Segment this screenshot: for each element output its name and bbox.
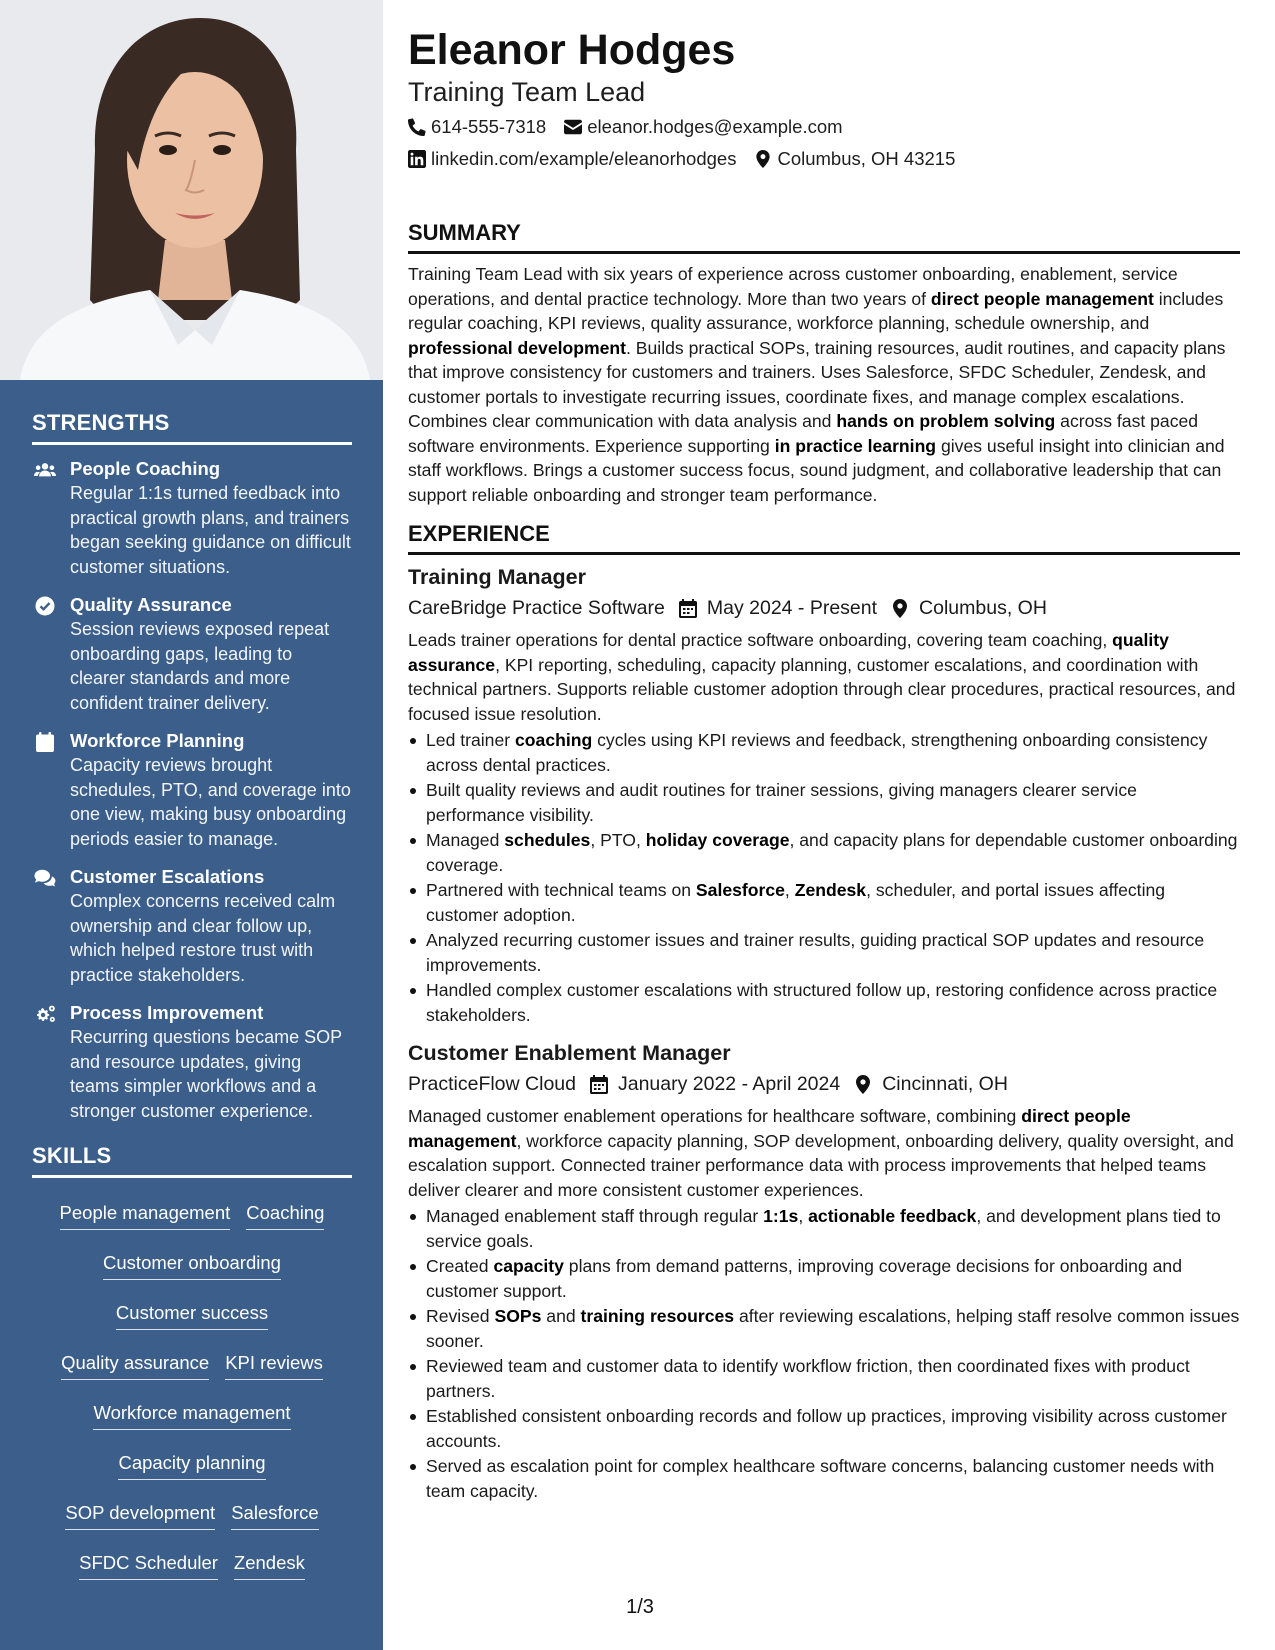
skill-list xyxy=(32,1340,352,1388)
sidebar xyxy=(0,0,383,1650)
skill-list xyxy=(32,1240,352,1288)
users-icon xyxy=(32,457,58,579)
candidate-name: Eleanor Hodges xyxy=(408,26,736,74)
skill-tag: Coaching xyxy=(246,1196,324,1230)
strength-description: Regular 1:1s turned feedback into practical growth plans, and trainers began seeking guidance on difficult customer situations. xyxy=(70,483,351,577)
skill-tag: People management xyxy=(60,1196,231,1230)
skill-tag: Quality assurance xyxy=(61,1346,209,1380)
linkedin-icon xyxy=(408,150,426,168)
linkedin-url: linkedin.com/example/eleanorhodges xyxy=(431,148,737,169)
job-role: Training Team Lead xyxy=(408,77,646,107)
job-dates: January 2022 - April 2024 xyxy=(590,1070,840,1098)
job-location: Columbus, OH xyxy=(891,594,1047,622)
skill-list xyxy=(32,1290,352,1338)
summary-text: Training Team Lead with six years of experience across customer onboarding, enablement, service operations, and dental practice technology. More than two years of direct people management includes regular coaching, KPI reviews, quality assurance, workforce planning, schedule ownership, and professional development. Builds practical SOPs, training resources, audit routines, and capacity plans that improve consistency for customers and trainers. Uses Salesforce, SFDC Scheduler, Zendesk, and customer portals to investigate recurring issues, coordinate fixes, and manage complex escalations. Combines clear communication with data analysis and hands on problem solving across fast paced software environments. Experience supporting in practice learning gives useful insight into clinician and staff workflows. Brings a customer success focus, sound judgment, and collaborative leadership that can support reliable onboarding and stronger team performance. xyxy=(408,264,1226,505)
skill-tag: Zendesk xyxy=(234,1546,305,1580)
job-summary: Leads trainer operations for dental practice software onboarding, covering team coaching, quality assurance, KPI reporting, scheduling, capacity planning, customer escalations, and coordination with technical partners. Supports reliable customer adoption through clear procedures, practical resources, and focused issue resolution. xyxy=(408,630,1236,724)
job-summary: Managed customer enablement operations for healthcare software, combining direct people management, workforce capacity planning, SOP development, onboarding delivery, quality oversight, and escalation support. Connected trainer performance data with process improvements that helped teams deliver clearer and more consistent customer experiences. xyxy=(408,1106,1234,1200)
bullet-item: Managed enablement staff through regular 1:1s, actionable feedback, and development plans tied to service goals. xyxy=(408,1204,1240,1253)
company-name: PracticeFlow Cloud xyxy=(408,1073,576,1095)
envelope-icon xyxy=(564,118,582,136)
page-number: 1/3 xyxy=(626,1596,654,1618)
skill-tag: Salesforce xyxy=(231,1496,318,1530)
job-dates: May 2024 - Present xyxy=(679,594,877,622)
map-marker-icon xyxy=(854,1075,872,1094)
job-entry xyxy=(408,1039,1240,1503)
strength-description: Session reviews exposed repeat onboarding gaps, leading to clearer standards and more confident trainer delivery. xyxy=(70,619,330,713)
bullet-item: Handled complex customer escalations with structured follow up, restoring confidence across practice stakeholders. xyxy=(408,978,1240,1027)
experience-heading: EXPERIENCE xyxy=(408,521,1240,555)
location-text: Columbus, OH 43215 xyxy=(777,148,956,169)
strength-item xyxy=(32,729,352,851)
strength-description: Complex concerns received calm ownership and clear follow up, which helped restore trust with practice stakeholders. xyxy=(70,891,336,985)
contact-row xyxy=(408,146,1240,172)
job-title: Training Manager xyxy=(408,565,587,589)
job-entry xyxy=(408,563,1240,1027)
job-title: Customer Enablement Manager xyxy=(408,1041,731,1065)
skill-list xyxy=(32,1440,352,1488)
skill-tag: Customer onboarding xyxy=(103,1246,281,1280)
job-bullets xyxy=(408,728,1240,1027)
company-name: CareBridge Practice Software xyxy=(408,597,665,619)
strength-item xyxy=(32,865,352,987)
strength-item xyxy=(32,1001,352,1123)
profile-photo xyxy=(0,0,383,380)
skill-tag: Capacity planning xyxy=(118,1446,265,1480)
strength-item xyxy=(32,593,352,715)
experience-section xyxy=(408,521,1240,1503)
email-address: eleanor.hodges@example.com xyxy=(587,116,843,137)
check-circle-icon xyxy=(32,593,58,715)
sidebar-content xyxy=(32,410,352,1588)
skill-list xyxy=(32,1190,352,1238)
skill-list xyxy=(32,1390,352,1438)
strength-title: Quality Assurance xyxy=(70,594,232,615)
job-location: Cincinnati, OH xyxy=(854,1070,1008,1098)
strength-title: Customer Escalations xyxy=(70,866,265,887)
strength-item xyxy=(32,457,352,579)
summary-section xyxy=(408,220,1240,507)
skill-tag: SFDC Scheduler xyxy=(79,1546,218,1580)
job-meta xyxy=(408,594,1240,622)
job-bullets xyxy=(408,1204,1240,1503)
calendar-icon xyxy=(679,599,697,618)
summary-heading: SUMMARY xyxy=(408,220,1240,254)
map-marker-icon xyxy=(891,599,909,618)
bullet-item: Established consistent onboarding records and follow up practices, improving visibility across customer accounts. xyxy=(408,1404,1240,1453)
contact-row xyxy=(408,114,1240,140)
bullet-item: Managed schedules, PTO, holiday coverage, and capacity plans for dependable customer onboarding coverage. xyxy=(408,828,1240,877)
phone-contact[interactable] xyxy=(408,114,546,140)
location-contact xyxy=(754,146,955,172)
bullet-item: Created capacity plans from demand patterns, improving coverage decisions for onboarding and customer support. xyxy=(408,1254,1240,1303)
main-content xyxy=(408,24,1240,1504)
strength-description: Recurring questions became SOP and resource updates, giving teams simpler workflows and a stronger customer experience. xyxy=(70,1027,342,1121)
skill-tag: Customer success xyxy=(116,1296,268,1330)
strength-title: Workforce Planning xyxy=(70,730,245,751)
strength-description: Capacity reviews brought schedules, PTO, and coverage into one view, making busy onboarding periods easier to manage. xyxy=(70,755,351,849)
job-meta xyxy=(408,1070,1240,1098)
strengths-heading: STRENGTHS xyxy=(32,410,352,445)
linkedin-contact[interactable] xyxy=(408,146,736,172)
phone-icon xyxy=(408,118,426,136)
strength-title: Process Improvement xyxy=(70,1002,264,1023)
cogs-icon xyxy=(32,1001,58,1123)
strength-title: People Coaching xyxy=(70,458,221,479)
bullet-item: Reviewed team and customer data to identify workflow friction, then coordinated fixes with product partners. xyxy=(408,1354,1240,1403)
skill-tag: Workforce management xyxy=(93,1396,290,1430)
comments-icon xyxy=(32,865,58,987)
bullet-item: Led trainer coaching cycles using KPI reviews and feedback, strengthening onboarding consistency across dental practices. xyxy=(408,728,1240,777)
bullet-item: Served as escalation point for complex healthcare software concerns, balancing customer needs with team capacity. xyxy=(408,1454,1240,1503)
email-contact[interactable] xyxy=(564,114,842,140)
phone-number: 614-555-7318 xyxy=(431,116,547,137)
bullet-item: Partnered with technical teams on Salesforce, Zendesk, scheduler, and portal issues affecting customer adoption. xyxy=(408,878,1240,927)
calendar-icon xyxy=(32,729,58,851)
bullet-item: Analyzed recurring customer issues and trainer results, guiding practical SOP updates and resource improvements. xyxy=(408,928,1240,977)
skill-list xyxy=(32,1490,352,1538)
bullet-item: Built quality reviews and audit routines for trainer sessions, giving managers clearer service performance visibility. xyxy=(408,778,1240,827)
skill-tag: KPI reviews xyxy=(225,1346,323,1380)
skill-list xyxy=(32,1540,352,1588)
map-marker-icon xyxy=(754,150,772,168)
skill-tag: SOP development xyxy=(65,1496,215,1530)
calendar-icon xyxy=(590,1075,608,1094)
skills-section xyxy=(32,1143,352,1588)
bullet-item: Revised SOPs and training resources after reviewing escalations, helping staff resolve common issues sooner. xyxy=(408,1304,1240,1353)
skills-heading: SKILLS xyxy=(32,1143,352,1178)
